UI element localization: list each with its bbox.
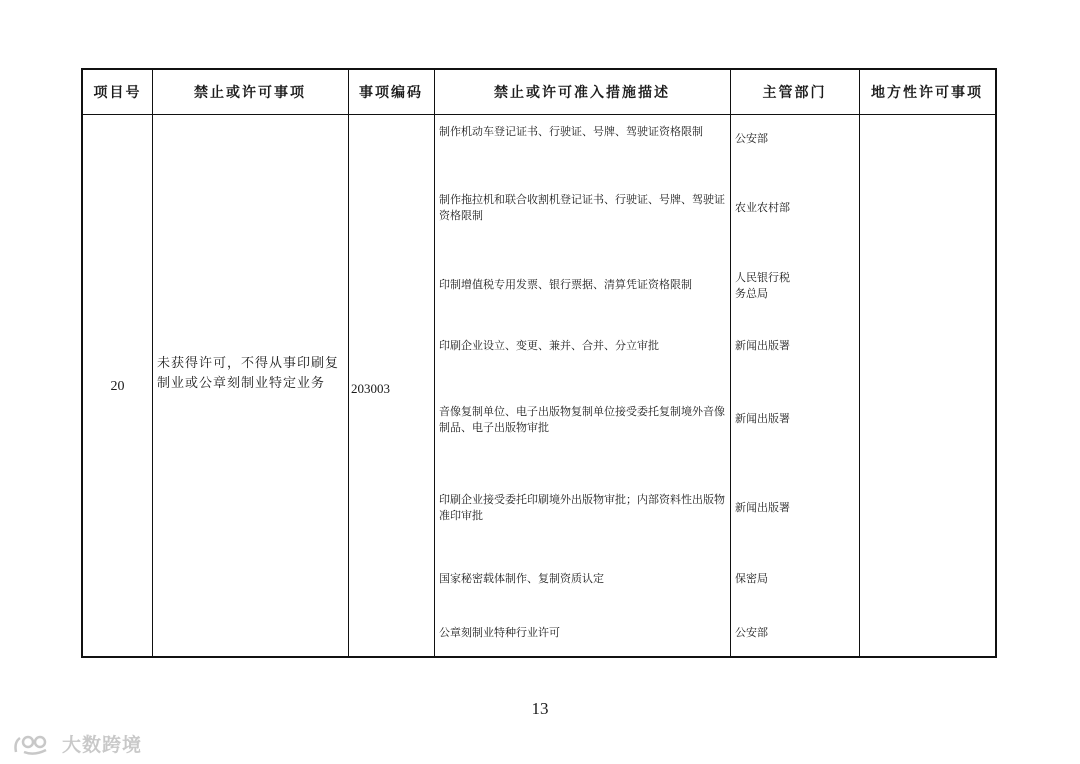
measure-department: 新闻出版署: [735, 339, 790, 352]
measure-description: 印刷企业接受委托印刷境外出版物审批；内部资料性出版物准印审批: [439, 493, 725, 522]
watermark-logo-icon: [12, 732, 56, 756]
measure-department: 新闻出版署: [735, 501, 790, 514]
page-number: 13: [531, 699, 549, 718]
matter-text: 未获得许可，不得从事印刷复制业或公章刻制业特定业务: [157, 356, 340, 391]
measure-department: 公安部: [735, 626, 768, 639]
watermark-text: 大数跨境: [62, 734, 143, 756]
header-local: 地方性许可事项: [871, 85, 983, 101]
col-divider: [859, 70, 860, 656]
measure-description: 制作拖拉机和联合收割机登记证书、行驶证、号牌、驾驶证资格限制: [439, 193, 725, 222]
measure-department: 保密局: [735, 572, 768, 585]
measure-description: 印制增值税专用发票、银行票据、清算凭证资格限制: [439, 278, 692, 291]
header-code: 事项编码: [359, 85, 423, 101]
measure-description: 国家秘密载体制作、复制资质认定: [439, 572, 604, 585]
measure-department: 农业农村部: [735, 201, 790, 214]
measure-department: 新闻出版署: [735, 412, 790, 425]
measure-department: 公安部: [735, 132, 768, 145]
measure-description: 制作机动车登记证书、行驶证、号牌、驾驶证资格限制: [439, 125, 703, 138]
header-matter: 禁止或许可事项: [194, 85, 306, 101]
watermark: [12, 730, 142, 757]
header-department: 主管部门: [762, 85, 827, 101]
matter-code: 203003: [351, 381, 390, 396]
col-divider: [730, 70, 731, 656]
measure-description: 印刷企业设立、变更、兼并、合并、分立审批: [439, 339, 659, 352]
col-divider: [348, 70, 349, 656]
item-number: 20: [110, 379, 125, 394]
header-item-no: 项目号: [93, 85, 142, 101]
header-description: 禁止或许可准入措施描述: [494, 85, 670, 101]
col-divider: [152, 70, 153, 656]
permit-table: [81, 68, 997, 658]
measure-description: 音像复制单位、电子出版物复制单位接受委托复制境外音像制品、电子出版物审批: [439, 405, 725, 434]
header-divider: [83, 114, 995, 115]
measure-description: 公章刻制业特种行业许可: [439, 626, 560, 639]
measure-department: 人民银行税务总局: [735, 271, 790, 300]
col-divider: [434, 70, 435, 656]
